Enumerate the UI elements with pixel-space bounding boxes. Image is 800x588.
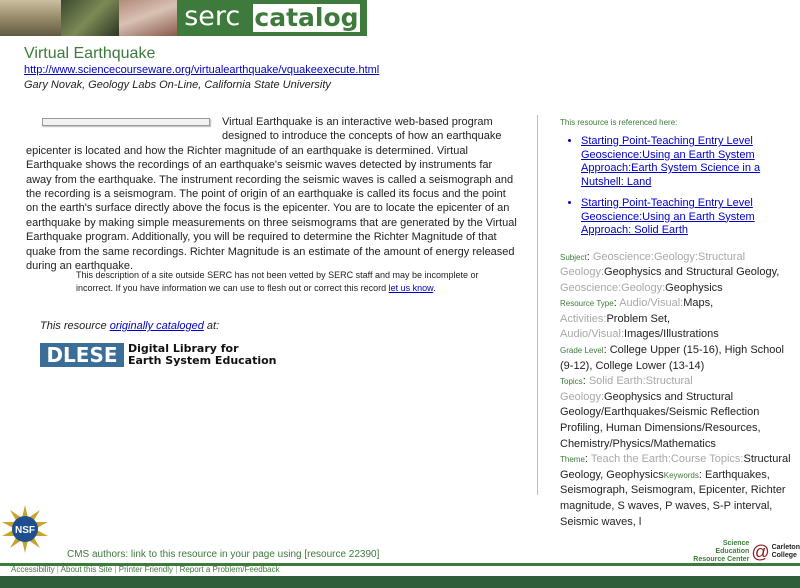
resource-type-value-2: Problem Set: [606, 312, 667, 325]
banner-photo-landscape: [61, 0, 119, 36]
serc-center-name: [688, 540, 749, 564]
cataloged-at-line: [40, 320, 219, 332]
keywords-value: Earthquakes, Seismograph, Seismogram, Epicenter, Richter magnitude, S waves, P waves, S-P interval, Seismic waves, l: [560, 468, 786, 528]
dlese-name-line-1: Digital Library for: [128, 342, 239, 355]
serc-logo[interactable]: serc: [177, 0, 248, 36]
footer-separator: |: [112, 565, 119, 574]
resource-type-label: Resource Type: [560, 299, 614, 309]
resource-type-path-1: Audio/Visual:: [619, 297, 684, 310]
banner-photo-field-work: [0, 0, 61, 36]
subject-label: Subject: [560, 252, 587, 262]
resource-type-value-1: Maps: [683, 297, 711, 310]
grade-level-value: College Upper (15-16), High School (9-12), College Lower (13-14): [560, 344, 784, 372]
topics-path: Solid Earth:Structural Geology:: [560, 375, 693, 403]
column-divider: [537, 115, 538, 495]
theme-value: Structural Geology, Geophysics: [560, 453, 791, 481]
dlese-logo[interactable]: [40, 343, 277, 367]
dlese-mark: DLESE: [40, 343, 124, 367]
resource-metadata: Subject: Geoscience:Geology:Structural Geology:Geophysics and Structural Geology, Geoscience:Geology:Geophysics Resource Type: Audio/Visual:Maps, Activities:Problem Set, Audio/Visual:Images/Illustrations Grade Level: College Upper (15-16), High School (9-12), College Lower (13-14) Topics: Solid Earth:Structural Geology:Geophysics and Structural Geology/Earthquakes/Seismic Reflection Profiling, Human Dimensions/Resources, Chemistry/Physics/Mathematics Theme: Teach the Earth:Course Topics:Structural Geology, GeophysicsKeywords: Earthquakes, Seismograph, Seismogram, Epicenter, Richter magnitude, S waves, P waves, S-P interval, Seismic waves, l: [560, 250, 791, 528]
footer-separator: |: [173, 565, 180, 574]
cataloged-suffix: at:: [203, 320, 220, 332]
references-list: [560, 135, 794, 238]
at-icon: @: [751, 541, 770, 562]
reference-link-solid-earth[interactable]: Starting Point-Teaching Entry Level Geoscience:Using an Earth System Approach: Solid Earth: [581, 197, 755, 236]
carleton-name: [772, 544, 800, 560]
sidebar: [560, 118, 794, 530]
theme-label: Theme: [560, 455, 585, 465]
main-content: [26, 115, 520, 273]
bottom-bar: [0, 576, 800, 588]
footer-logos[interactable]: [688, 540, 800, 564]
theme-path: Teach the Earth:Course Topics:: [590, 453, 744, 466]
report-problem-link[interactable]: Report a Problem/Feedback: [179, 565, 280, 574]
catalog-logo[interactable]: catalog: [251, 2, 362, 34]
resource-author: Gary Novak, Geology Labs On-Line, California State University: [24, 79, 331, 91]
vetting-disclaimer: [76, 269, 496, 294]
subject-value-2: Geophysics: [665, 281, 723, 294]
nsf-logo-text: NSF: [15, 525, 35, 536]
grade-level-label: Grade Level: [560, 346, 604, 356]
let-us-know-link[interactable]: let us know: [388, 282, 434, 293]
resource-type-value-3: Images/Illustrations: [624, 328, 719, 341]
about-site-link[interactable]: About this Site: [60, 565, 113, 574]
header-banner: [0, 0, 367, 36]
topics-label: Topics: [560, 377, 583, 387]
carleton-line-2: College: [771, 552, 797, 559]
topics-value: Geophysics and Structural Geology/Earthquakes/Seismic Reflection Profiling, Human Dimensions/Resources, Chemistry/Physics/Mathematics: [560, 390, 761, 450]
disclaimer-text: This description of a site outside SERC has not been vetted by SERC staff and may be incomplete or incorrect. If you have information we can use to flesh out or correct this record: [76, 270, 479, 293]
cataloged-prefix: This resource: [40, 320, 110, 332]
nsf-logo[interactable]: [0, 504, 50, 554]
subject-path-2: Geoscience:Geology:: [560, 281, 666, 294]
footer-links: [11, 565, 280, 574]
serc-center-line-1: Science Education: [715, 540, 750, 555]
originally-cataloged-link[interactable]: originally cataloged: [109, 320, 204, 332]
resource-url-link[interactable]: http://www.sciencecourseware.org/virtualearthquake/vquakeexecute.html: [24, 64, 380, 76]
resource-description: Virtual Earthquake is an interactive web-based program designed to introduce the concepts of how an earthquake epicenter is located and how the Richter magnitude of an earthquake is determined. Virtual Earthquake shows the recordings of an earthquake's seismic waves detected by instruments far away from the earthquake. The instrument recording the seismic waves is called a seismograph and the recording is a seismogram. The point of origin of an earthquake is called its focus and the point on the earth's surface directly above the focus is the epicenter. You are to locate the epicenter of an earthquake by making simple measurements on three seismograms that are generated by the Virtual Earthquake program. Additionally, you will be required to determine the Richter Magnitude of that quake from the same recordings. Richter Magnitude is an estimate of the amount of energy released during an earthquake.: [26, 116, 517, 273]
carleton-line-1: Carleton: [771, 544, 800, 551]
reference-item[interactable]: [581, 197, 794, 238]
serc-center-line-2: Resource Center: [693, 556, 750, 563]
references-heading: This resource is referenced here:: [560, 118, 678, 127]
printer-friendly-link[interactable]: Printer Friendly: [118, 565, 174, 574]
resource-type-path-2: Activities:: [560, 312, 607, 325]
reference-item[interactable]: [581, 135, 794, 189]
accessibility-link[interactable]: Accessibility: [11, 565, 55, 574]
cms-authors-note: CMS authors: link to this resource in your page using [resource 22390]: [67, 549, 380, 560]
subject-value-1: Geophysics and Structural Geology: [604, 266, 777, 279]
dlese-name-line-2: Earth System Education: [128, 354, 277, 367]
disclaimer-end: .: [433, 282, 436, 293]
banner-photo-rocks: [119, 0, 177, 36]
reference-link-land[interactable]: Starting Point-Teaching Entry Level Geoscience:Using an Earth System Approach:Earth System Science in a Nutshell: Land: [581, 135, 761, 188]
dlese-name: [128, 343, 277, 367]
subject-path-1: Geoscience:Geology:Structural Geology:: [560, 250, 746, 279]
page-title: Virtual Earthquake: [24, 45, 156, 62]
resource-type-path-3: Audio/Visual:: [560, 328, 625, 341]
resource-thumbnail: [42, 118, 210, 126]
keywords-label: Keywords: [663, 470, 699, 480]
footer-separator: |: [54, 565, 61, 574]
